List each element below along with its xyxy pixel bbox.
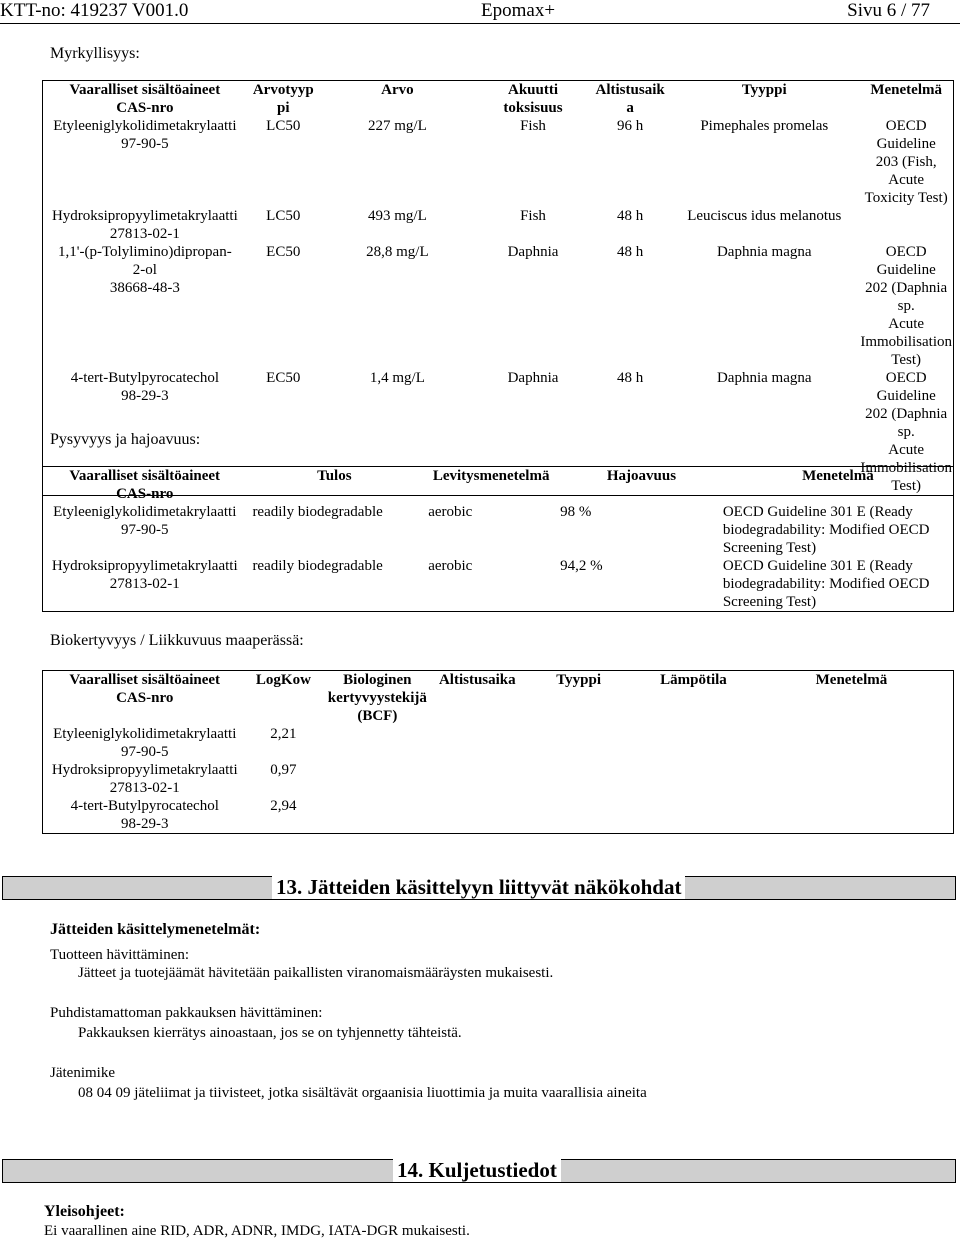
method-line: 202 (Daphnia sp.: [865, 406, 948, 440]
header-bcf: Biologinen: [343, 672, 412, 688]
value: 28,8 mg/L: [366, 244, 429, 260]
header-bcf-cont: kertyvyystekijä: [327, 690, 427, 706]
table-row: [43, 725, 954, 761]
substance-name: Etyleeniglykolidimetakrylaatti: [53, 726, 237, 742]
page-number: Sivu 6 / 77: [847, 0, 930, 21]
logkow: 2,21: [270, 726, 297, 742]
substance-name: 1,1'-(p-Tolylimino)dipropan-: [58, 244, 232, 260]
substance-name: Hydroksipropyylimetakrylaatti: [51, 208, 238, 224]
substance-name: 4-tert-Butylpyrocatechol: [70, 798, 219, 814]
method-line: OECD Guideline 301 E (Ready: [722, 558, 913, 574]
header-value-type-cont: pi: [277, 100, 290, 116]
packaging-disposal-text: Pakkauksen kierrätys ainoastaan, jos se on tyhjennetty tähteistä.: [78, 1025, 462, 1041]
cas-number: 98-29-3: [121, 388, 169, 404]
spread-method: aerobic: [428, 558, 473, 574]
persistence-table: [42, 466, 954, 612]
table-row: [43, 243, 954, 369]
table-row: [43, 761, 954, 797]
section-13-title: 13. Jätteiden käsittelyyn liittyvät näkökohdat: [272, 875, 685, 899]
header-cas: CAS-nro: [116, 100, 174, 116]
result: readily biodegradable: [252, 504, 383, 520]
header-temperature: Lämpötila: [660, 672, 727, 688]
substance-name: Etyleeniglykolidimetakrylaatti: [53, 118, 237, 134]
header-value: Arvo: [381, 82, 414, 98]
header-species: Tyyppi: [741, 82, 787, 98]
method-line: 203 (Fish, Acute: [875, 154, 937, 188]
bioaccum-title: Biokertyvyys / Liikkuvuus maaperässä:: [50, 632, 304, 649]
product-name: Epomax+: [481, 0, 556, 21]
method-line: OECD Guideline 301 E (Ready: [722, 504, 913, 520]
toxicity-title: Myrkyllisyys:: [50, 45, 140, 62]
header-divider: [0, 23, 960, 24]
value-type: LC50: [266, 118, 301, 134]
exposure-time: 96 h: [616, 118, 644, 134]
header-species: Tyyppi: [556, 672, 602, 688]
packaging-disposal-label: Puhdistamattoman pakkauksen hävittäminen:: [50, 1005, 323, 1021]
method-line: Screening Test): [722, 594, 817, 610]
exposure-time: 48 h: [616, 208, 644, 224]
value-type: EC50: [266, 244, 301, 260]
acute-toxicity: Fish: [520, 208, 546, 224]
header-exposure: Altistusaik: [595, 82, 665, 98]
species: Daphnia magna: [716, 370, 812, 386]
product-disposal-text: Jätteet ja tuotejäämät hävitetään paikallisten viranomaismääräysten mukaisesti.: [78, 965, 554, 981]
method-line: biodegradability: Modified OECD: [722, 522, 930, 538]
method-line: Screening Test): [722, 540, 817, 556]
cas-number: 38668-48-3: [109, 280, 180, 296]
species: Pimephales promelas: [700, 118, 829, 134]
cas-number: 97-90-5: [120, 522, 169, 538]
substance-name-cont: 2-ol: [132, 262, 157, 278]
method-line: Immobilisation: [860, 334, 953, 350]
general-instructions-text: Ei vaarallinen aine RID, ADR, ADNR, IMDG, IATA-DGR mukaisesti.: [44, 1223, 470, 1239]
exposure-time: 48 h: [616, 370, 644, 386]
method-line: Test): [891, 352, 922, 368]
degradation: 94,2 %: [560, 558, 603, 574]
value: 1,4 mg/L: [369, 370, 425, 386]
spread-method: aerobic: [428, 504, 473, 520]
section-14-title: 14. Kuljetustiedot: [393, 1158, 561, 1182]
substance-name: Hydroksipropyylimetakrylaatti: [51, 558, 238, 574]
page-header: [0, 0, 960, 22]
method-line: OECD Guideline: [876, 244, 936, 278]
method-line: Acute: [888, 316, 925, 332]
header-substance: Vaaralliset sisältöaineet: [69, 468, 221, 484]
header-spread: Levitysmenetelmä: [432, 468, 550, 484]
species: Daphnia magna: [716, 244, 812, 260]
header-exposure: Altistusaika: [438, 672, 516, 688]
acute-toxicity: Daphnia: [507, 244, 559, 260]
substance-name: Hydroksipropyylimetakrylaatti: [51, 762, 238, 778]
cas-number: 27813-02-1: [109, 576, 180, 592]
method-line: biodegradability: Modified OECD: [722, 576, 930, 592]
table-row: [43, 207, 954, 243]
acute-toxicity: Fish: [520, 118, 546, 134]
header-result: Tulos: [317, 468, 352, 484]
value: 227 mg/L: [368, 118, 427, 134]
header-method: Menetelmä: [802, 468, 874, 484]
exposure-time: 48 h: [616, 244, 644, 260]
persistence-title: Pysyvyys ja hajoavuus:: [50, 431, 201, 448]
substance-name: 4-tert-Butylpyrocatechol: [70, 370, 219, 386]
header-cas: CAS-nro: [116, 690, 174, 706]
header-substance: Vaaralliset sisältöaineet: [69, 82, 221, 98]
waste-code-text: 08 04 09 jäteliimat ja tiivisteet, jotka sisältävät orgaanisia liuottimia ja muita vaarallisia aineita: [78, 1085, 647, 1101]
value: 493 mg/L: [368, 208, 427, 224]
logkow: 0,97: [270, 762, 297, 778]
general-instructions-title: Yleisohjeet:: [44, 1203, 125, 1220]
header-acute-cont: toksisuus: [503, 100, 563, 116]
value-type: EC50: [266, 370, 301, 386]
result: readily biodegradable: [252, 558, 383, 574]
cas-number: 27813-02-1: [109, 226, 180, 242]
logkow: 2,94: [270, 798, 297, 814]
header-degradation: Hajoavuus: [606, 468, 677, 484]
method-line: OECD Guideline: [876, 118, 936, 152]
header-method: Menetelmä: [870, 82, 942, 98]
table-row: [43, 557, 954, 612]
species: Leuciscus idus melanotus: [687, 208, 842, 224]
header-cas: CAS-nro: [116, 486, 174, 502]
method-line: Test): [891, 478, 922, 494]
bioaccum-table: [42, 670, 954, 834]
header-method: Menetelmä: [815, 672, 888, 688]
waste-code-label: Jätenimike: [50, 1065, 115, 1081]
table-header-row: [43, 467, 954, 504]
method: [859, 207, 953, 243]
cas-number: 97-90-5: [120, 744, 169, 760]
header-bcf-abbr: (BCF): [357, 708, 398, 724]
method-line: 202 (Daphnia sp.: [865, 280, 948, 314]
table-header-row: [43, 671, 954, 726]
method-line: Acute: [888, 442, 925, 458]
product-disposal-label: Tuotteen hävittäminen:: [50, 947, 190, 963]
table-row: [43, 503, 954, 557]
substance-name: Etyleeniglykolidimetakrylaatti: [53, 504, 237, 520]
table-row: [43, 117, 954, 207]
method-line: Immobilisation: [860, 460, 953, 476]
header-acute: Akuutti: [508, 82, 559, 98]
cas-number: 98-29-3: [120, 816, 169, 832]
acute-toxicity: Daphnia: [507, 370, 559, 386]
header-logkow: LogKow: [255, 672, 311, 688]
header-value-type: Arvotyyp: [252, 82, 314, 98]
waste-methods-title: Jätteiden käsittelymenetelmät:: [50, 921, 261, 938]
cas-number: 27813-02-1: [109, 780, 180, 796]
document-id: KTT-no: 419237 V001.0: [0, 0, 189, 21]
degradation: 98 %: [560, 504, 592, 520]
cas-number: 97-90-5: [121, 136, 169, 152]
method-line: OECD Guideline: [876, 370, 936, 404]
header-exposure-cont: a: [626, 100, 634, 116]
table-row: [43, 797, 954, 834]
method-line: Toxicity Test): [864, 190, 948, 206]
table-header-row: [43, 81, 954, 118]
value-type: LC50: [266, 208, 301, 224]
header-substance: Vaaralliset sisältöaineet: [69, 672, 221, 688]
